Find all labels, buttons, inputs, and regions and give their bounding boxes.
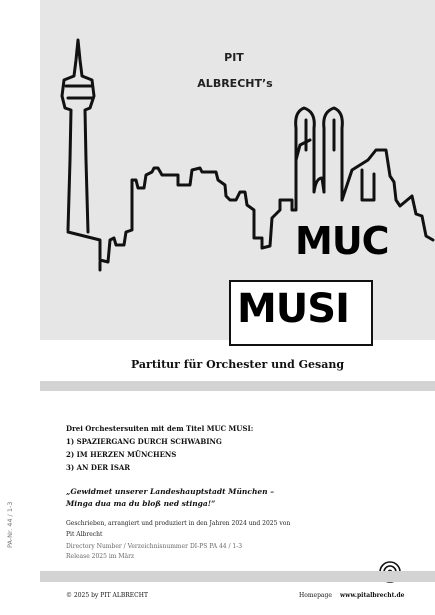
dedication-line-1: „Gewidmet unserer Landeshauptstadt München – [66,487,274,496]
title-word-musi: MUSI [237,286,349,332]
contents-item-3: 3) AN DER ISAR [66,463,131,472]
credits-line-4: Release 2025 im März [66,553,135,560]
contents-intro: Drei Orchestersuiten mit dem Titel MUC MUSI: [66,424,254,433]
title-word-muc: MUC [295,219,389,263]
contents-item-2: 2) IM HERZEN MÜNCHENS [66,450,177,459]
author-line-1: PIT [224,51,244,64]
credits-line-1: Geschrieben, arrangiert und produziert in den Jahren 2024 und 2025 von [66,520,291,527]
divider-band-top [40,381,435,391]
author-line-2: ALBRECHT’s [197,77,273,90]
credits-line-2: Pit Albrecht [66,531,103,538]
divider-band-bottom [40,571,435,582]
footer-homepage-label: Homepage [299,592,332,599]
dedication-line-2: Minga dua ma du bloß ned stinga!“ [66,499,216,508]
contents-item-1: 1) SPAZIERGANG DURCH SCHWABING [66,437,222,446]
subtitle: Partitur für Orchester und Gesang [130,358,345,371]
title-box [229,280,373,346]
credits-line-3: Directory Number / Verzeichnisnummer DI-PS PA 44 / 1-3 [66,543,243,550]
side-catalog-number: PA-Nr. 44 / 1-3 [6,501,14,548]
footer-copyright: © 2025 by PIT ALBRECHT [66,592,148,599]
footer-homepage-link[interactable]: www.pitalbrecht.de [340,592,405,599]
